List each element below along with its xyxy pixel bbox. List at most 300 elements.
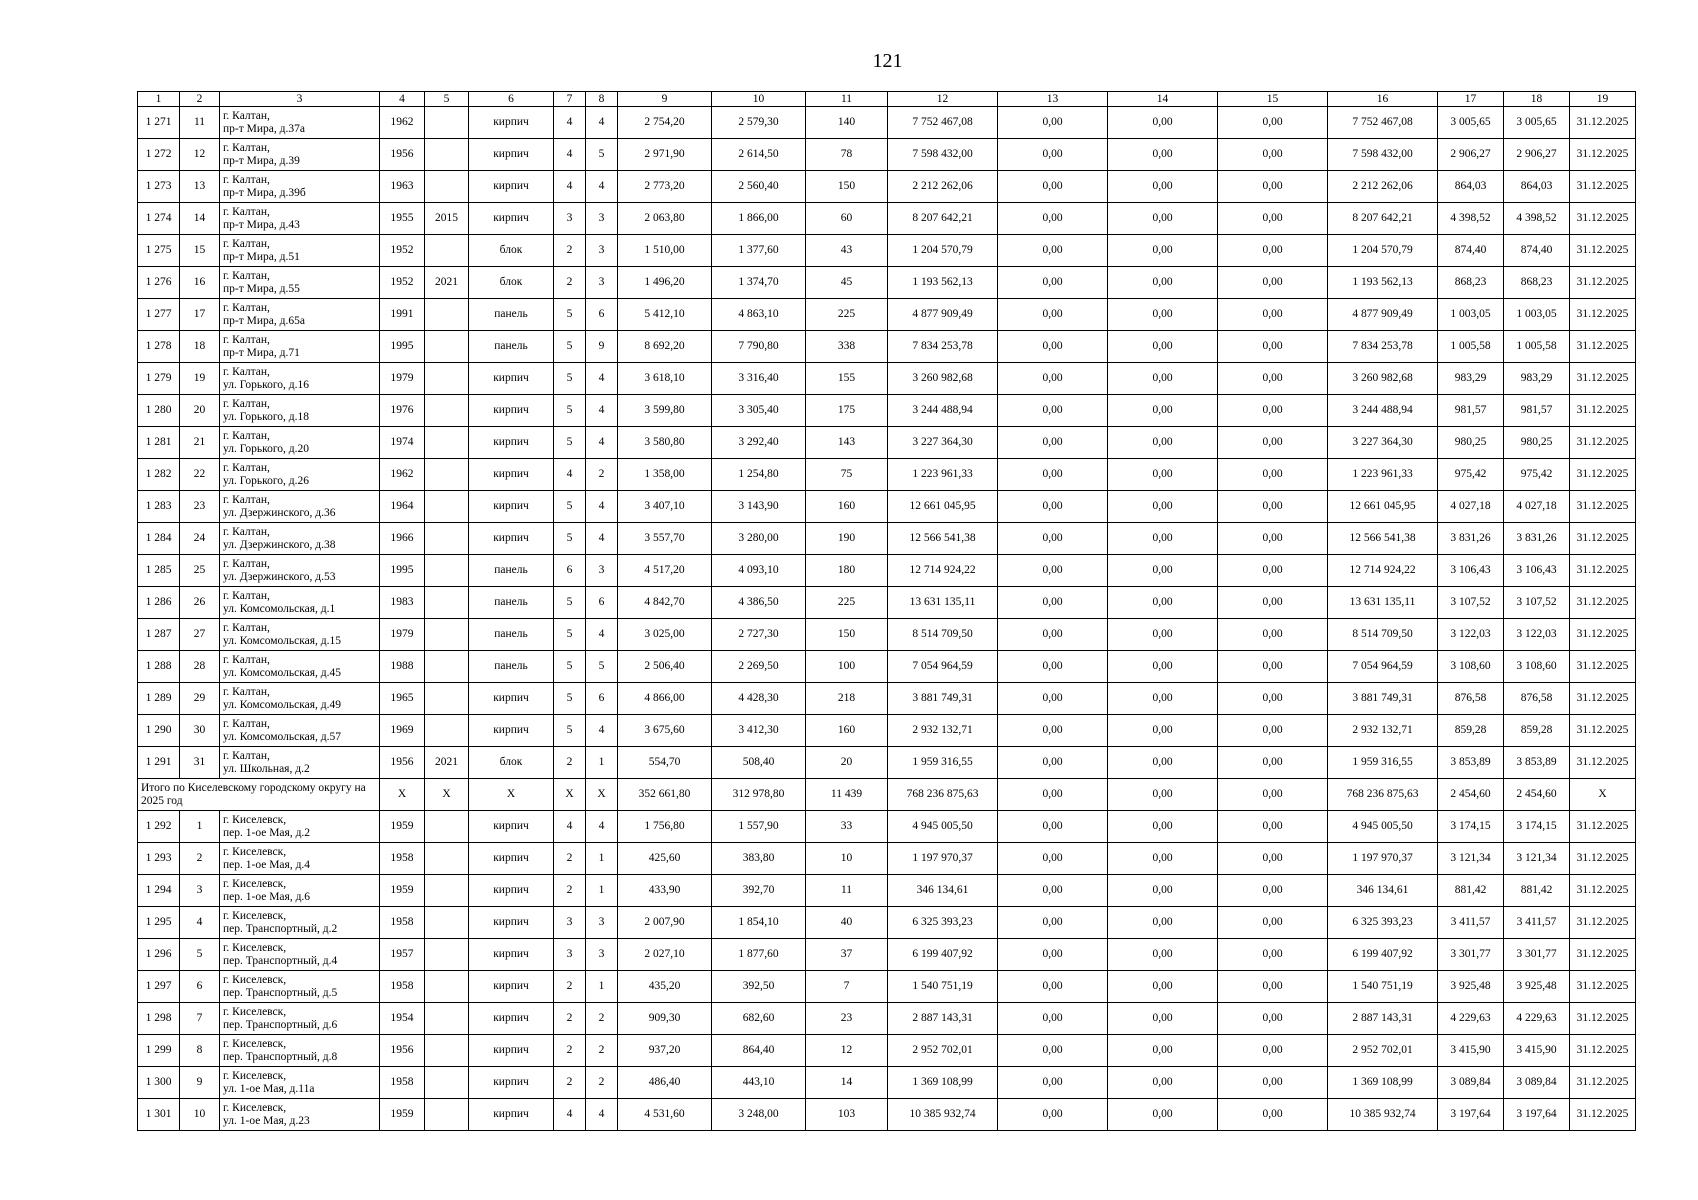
total-area-cell: 3 599,80 xyxy=(618,395,712,427)
cost-col16-cell: 1 204 570,79 xyxy=(1328,235,1438,267)
cost-col16-cell: 12 566 541,38 xyxy=(1328,523,1438,555)
entrances-cell: 3 xyxy=(586,203,618,235)
cost-col16-cell: 13 631 135,11 xyxy=(1328,587,1438,619)
total-area-cell: 486,40 xyxy=(618,1067,712,1099)
renovation-year-cell: 2021 xyxy=(425,747,469,779)
row-number-cell: 1 277 xyxy=(138,299,180,331)
cost-col16-cell: 346 134,61 xyxy=(1328,875,1438,907)
column-number-header: 7 xyxy=(554,92,586,107)
cost-col13-cell: 0,00 xyxy=(998,683,1108,715)
max-unit-cost-cell: 3 121,34 xyxy=(1504,843,1570,875)
cost-total-cell: 2 212 262,06 xyxy=(888,171,998,203)
cost-col14-cell: 0,00 xyxy=(1108,907,1218,939)
cost-total-cell: 2 887 143,31 xyxy=(888,1003,998,1035)
entrances-cell: 5 xyxy=(586,139,618,171)
address-city: г. Калтан, xyxy=(223,525,270,538)
total-area-cell: 4 866,00 xyxy=(618,683,712,715)
row-index-cell: 19 xyxy=(180,363,220,395)
cost-col13-cell: 0,00 xyxy=(998,491,1108,523)
address-city: г. Калтан, xyxy=(223,365,270,378)
unit-cost-cell: 3 108,60 xyxy=(1438,651,1504,683)
cost-col14-cell: 0,00 xyxy=(1108,747,1218,779)
cost-col15-cell: 0,00 xyxy=(1218,171,1328,203)
entrances-cell: 3 xyxy=(586,235,618,267)
address-cell xyxy=(220,1035,380,1067)
address-cell xyxy=(220,939,380,971)
address-cell xyxy=(220,587,380,619)
residents-cell: 140 xyxy=(806,107,888,139)
row-number-cell: 1 278 xyxy=(138,331,180,363)
wall-material-cell: кирпич xyxy=(469,427,554,459)
total-area-cell: 3 025,00 xyxy=(618,619,712,651)
living-area-cell: 1 254,80 xyxy=(712,459,806,491)
cost-total-cell: 7 598 432,00 xyxy=(888,139,998,171)
column-number-header: 2 xyxy=(180,92,220,107)
cost-col16-cell: 12 661 045,95 xyxy=(1328,491,1438,523)
renovation-year-cell xyxy=(425,1099,469,1131)
wall-material-cell: кирпич xyxy=(469,523,554,555)
cost-col15-cell: 0,00 xyxy=(1218,395,1328,427)
cost-col13-cell: 0,00 xyxy=(998,875,1108,907)
column-number-header: 17 xyxy=(1438,92,1504,107)
cost-col15-cell: 0,00 xyxy=(1218,299,1328,331)
floors-cell: 5 xyxy=(554,715,586,747)
residents-cell: 11 xyxy=(806,875,888,907)
cost-col15-cell: 0,00 xyxy=(1218,1099,1328,1131)
deadline-date-cell: 31.12.2025 xyxy=(1570,331,1636,363)
cost-total-cell: 7 834 253,78 xyxy=(888,331,998,363)
wall-material-cell: панель xyxy=(469,555,554,587)
unit-cost-cell: 1 005,58 xyxy=(1438,331,1504,363)
cost-total-cell: 2 932 132,71 xyxy=(888,715,998,747)
floors-cell: 4 xyxy=(554,459,586,491)
cost-col15-cell: 0,00 xyxy=(1218,619,1328,651)
address-cell xyxy=(220,971,380,1003)
table-row xyxy=(138,107,1636,139)
renovation-year-cell xyxy=(425,587,469,619)
cost-col15-cell: 0,00 xyxy=(1218,139,1328,171)
renovation-year-cell xyxy=(425,555,469,587)
unit-cost-cell: 4 027,18 xyxy=(1438,491,1504,523)
address-street: ул. Комсомольская, д.49 xyxy=(223,698,342,711)
address-cell xyxy=(220,907,380,939)
cost-total-cell: 8 207 642,21 xyxy=(888,203,998,235)
deadline-date-cell: 31.12.2025 xyxy=(1570,395,1636,427)
row-number-cell: 1 293 xyxy=(138,843,180,875)
build-year-cell: 1995 xyxy=(380,331,425,363)
cost-col16-cell: 7 598 432,00 xyxy=(1328,139,1438,171)
deadline-date-cell: 31.12.2025 xyxy=(1570,235,1636,267)
row-index-cell: 13 xyxy=(180,171,220,203)
renovation-year-cell xyxy=(425,651,469,683)
address-city: г. Киселевск, xyxy=(223,973,287,986)
deadline-date-cell: 31.12.2025 xyxy=(1570,875,1636,907)
cost-col13-cell: 0,00 xyxy=(998,555,1108,587)
entrances-cell: 1 xyxy=(586,971,618,1003)
table-row xyxy=(138,427,1636,459)
max-unit-cost-cell: 874,40 xyxy=(1504,235,1570,267)
unit-cost-cell: 1 003,05 xyxy=(1438,299,1504,331)
cost-col13-cell: 0,00 xyxy=(998,427,1108,459)
floors-cell: 5 xyxy=(554,523,586,555)
max-unit-cost-cell: 3 107,52 xyxy=(1504,587,1570,619)
deadline-date-cell: 31.12.2025 xyxy=(1570,747,1636,779)
floors-cell: 5 xyxy=(554,331,586,363)
living-area-cell: 383,80 xyxy=(712,843,806,875)
living-area-cell: 7 790,80 xyxy=(712,331,806,363)
cost-col16-cell: 8 514 709,50 xyxy=(1328,619,1438,651)
build-year-cell: 1959 xyxy=(380,811,425,843)
table-row xyxy=(138,907,1636,939)
residents-cell: 10 xyxy=(806,843,888,875)
entrances-cell: 5 xyxy=(586,651,618,683)
row-index-cell: 28 xyxy=(180,651,220,683)
cost-col16-cell: 6 199 407,92 xyxy=(1328,939,1438,971)
row-index-cell: 8 xyxy=(180,1035,220,1067)
living-area-cell: 1 866,00 xyxy=(712,203,806,235)
living-area-cell: 1 377,60 xyxy=(712,235,806,267)
cost-col16-cell: 1 197 970,37 xyxy=(1328,843,1438,875)
build-year-cell: 1952 xyxy=(380,235,425,267)
cost-col13-cell: 0,00 xyxy=(998,1067,1108,1099)
build-year-cell: 1976 xyxy=(380,395,425,427)
row-number-cell: 1 280 xyxy=(138,395,180,427)
unit-cost-cell: 3 831,26 xyxy=(1438,523,1504,555)
renovation-year-cell xyxy=(425,171,469,203)
entrances-cell: 4 xyxy=(586,363,618,395)
column-number-header: 6 xyxy=(469,92,554,107)
row-number-cell: 1 279 xyxy=(138,363,180,395)
total-area-cell: 1 510,00 xyxy=(618,235,712,267)
wall-material-cell: кирпич xyxy=(469,1067,554,1099)
max-unit-cost-cell: 3 005,65 xyxy=(1504,107,1570,139)
entrances-cell: 4 xyxy=(586,523,618,555)
address-street: ул. 1-ое Мая, д.11а xyxy=(223,1082,315,1095)
address-street: пр-т Мира, д.39 xyxy=(223,154,300,167)
living-area-cell: 1 557,90 xyxy=(712,811,806,843)
row-number-cell: 1 275 xyxy=(138,235,180,267)
row-number-cell: 1 281 xyxy=(138,427,180,459)
address-street: пр-т Мира, д.55 xyxy=(223,282,300,295)
cost-col16-cell: 2 952 702,01 xyxy=(1328,1035,1438,1067)
table-row xyxy=(138,235,1636,267)
table-row xyxy=(138,395,1636,427)
cost-col13-cell: 0,00 xyxy=(998,651,1108,683)
total-area-cell: 1 358,00 xyxy=(618,459,712,491)
renovation-year-cell xyxy=(425,683,469,715)
entrances-cell: 6 xyxy=(586,299,618,331)
cost-col14-cell: 0,00 xyxy=(1108,395,1218,427)
cost-col16-cell: 12 714 924,22 xyxy=(1328,555,1438,587)
address-cell xyxy=(220,1003,380,1035)
floors-cell: 2 xyxy=(554,1003,586,1035)
address-street: пер. Транспортный, д.5 xyxy=(223,986,338,999)
cost-col14-cell: 0,00 xyxy=(1108,363,1218,395)
deadline-date-cell: 31.12.2025 xyxy=(1570,427,1636,459)
cost-col14-cell: 0,00 xyxy=(1108,971,1218,1003)
cost-total-cell: 13 631 135,11 xyxy=(888,587,998,619)
entrances-cell: 3 xyxy=(586,267,618,299)
address-street: пер. Транспортный, д.8 xyxy=(223,1050,338,1063)
max-unit-cost-cell: 4 229,63 xyxy=(1504,1003,1570,1035)
max-unit-cost-cell: 3 415,90 xyxy=(1504,1035,1570,1067)
cost-col14-cell: 0,00 xyxy=(1108,683,1218,715)
residents-cell: 143 xyxy=(806,427,888,459)
row-number-cell: 1 292 xyxy=(138,811,180,843)
table-row xyxy=(138,1099,1636,1131)
address-cell xyxy=(220,715,380,747)
build-year-cell: 1959 xyxy=(380,875,425,907)
cost-col14-cell: 0,00 xyxy=(1108,491,1218,523)
row-index-cell: 21 xyxy=(180,427,220,459)
entrances-cell: 4 xyxy=(586,427,618,459)
max-unit-cost-cell: 981,57 xyxy=(1504,395,1570,427)
build-year-cell: X xyxy=(380,779,425,811)
cost-total-cell: 3 227 364,30 xyxy=(888,427,998,459)
cost-col15-cell: 0,00 xyxy=(1218,107,1328,139)
deadline-date-cell: 31.12.2025 xyxy=(1570,971,1636,1003)
unit-cost-cell: 868,23 xyxy=(1438,267,1504,299)
max-unit-cost-cell: 4 398,52 xyxy=(1504,203,1570,235)
cost-total-cell: 10 385 932,74 xyxy=(888,1099,998,1131)
address-street: пр-т Мира, д.65а xyxy=(223,314,305,327)
deadline-date-cell: 31.12.2025 xyxy=(1570,363,1636,395)
row-number-cell: 1 297 xyxy=(138,971,180,1003)
residents-cell: 338 xyxy=(806,331,888,363)
living-area-cell: 3 292,40 xyxy=(712,427,806,459)
max-unit-cost-cell: 3 301,77 xyxy=(1504,939,1570,971)
wall-material-cell: кирпич xyxy=(469,139,554,171)
cost-col14-cell: 0,00 xyxy=(1108,1003,1218,1035)
floors-cell: 4 xyxy=(554,171,586,203)
address-cell xyxy=(220,139,380,171)
deadline-date-cell: 31.12.2025 xyxy=(1570,1099,1636,1131)
address-city: г. Калтан, xyxy=(223,429,270,442)
unit-cost-cell: 2 454,60 xyxy=(1438,779,1504,811)
unit-cost-cell: 3 415,90 xyxy=(1438,1035,1504,1067)
floors-cell: 4 xyxy=(554,811,586,843)
deadline-date-cell: 31.12.2025 xyxy=(1570,811,1636,843)
cost-total-cell: 768 236 875,63 xyxy=(888,779,998,811)
row-index-cell: 4 xyxy=(180,907,220,939)
build-year-cell: 1962 xyxy=(380,107,425,139)
table-row xyxy=(138,875,1636,907)
living-area-cell: 1 374,70 xyxy=(712,267,806,299)
build-year-cell: 1959 xyxy=(380,1099,425,1131)
floors-cell: 2 xyxy=(554,747,586,779)
residents-cell: 7 xyxy=(806,971,888,1003)
wall-material-cell: кирпич xyxy=(469,459,554,491)
address-city: г. Калтан, xyxy=(223,141,270,154)
cost-col16-cell: 7 054 964,59 xyxy=(1328,651,1438,683)
wall-material-cell: панель xyxy=(469,651,554,683)
residents-cell: 40 xyxy=(806,907,888,939)
cost-col15-cell: 0,00 xyxy=(1218,971,1328,1003)
total-area-cell: 433,90 xyxy=(618,875,712,907)
total-area-cell: 425,60 xyxy=(618,843,712,875)
renovation-year-cell xyxy=(425,811,469,843)
address-street: пер. Транспортный, д.2 xyxy=(223,922,338,935)
table-row xyxy=(138,139,1636,171)
row-index-cell: 10 xyxy=(180,1099,220,1131)
max-unit-cost-cell: 3 197,64 xyxy=(1504,1099,1570,1131)
build-year-cell: 1974 xyxy=(380,427,425,459)
deadline-date-cell: 31.12.2025 xyxy=(1570,587,1636,619)
cost-total-cell: 1 193 562,13 xyxy=(888,267,998,299)
cost-col13-cell: 0,00 xyxy=(998,1035,1108,1067)
entrances-cell: 2 xyxy=(586,1067,618,1099)
renovation-year-cell xyxy=(425,459,469,491)
address-cell xyxy=(220,491,380,523)
build-year-cell: 1954 xyxy=(380,1003,425,1035)
entrances-cell: 4 xyxy=(586,395,618,427)
table-row xyxy=(138,299,1636,331)
row-index-cell: 9 xyxy=(180,1067,220,1099)
unit-cost-cell: 3 005,65 xyxy=(1438,107,1504,139)
address-street: ул. Школьная, д.2 xyxy=(223,762,310,775)
max-unit-cost-cell: 864,03 xyxy=(1504,171,1570,203)
address-city: г. Калтан, xyxy=(223,749,270,762)
total-area-cell: 4 531,60 xyxy=(618,1099,712,1131)
renovation-year-cell xyxy=(425,107,469,139)
total-label-cell: Итого по Киселевскому городскому округу на 2025 год xyxy=(138,779,380,811)
address-city: г. Калтан, xyxy=(223,557,270,570)
cost-col13-cell: 0,00 xyxy=(998,747,1108,779)
floors-cell: 5 xyxy=(554,363,586,395)
wall-material-cell: кирпич xyxy=(469,683,554,715)
wall-material-cell: кирпич xyxy=(469,875,554,907)
build-year-cell: 1965 xyxy=(380,683,425,715)
floors-cell: 2 xyxy=(554,875,586,907)
wall-material-cell: X xyxy=(469,779,554,811)
entrances-cell: 4 xyxy=(586,491,618,523)
address-city: г. Киселевск, xyxy=(223,909,287,922)
cost-col15-cell: 0,00 xyxy=(1218,427,1328,459)
cost-col14-cell: 0,00 xyxy=(1108,139,1218,171)
total-area-cell: 3 407,10 xyxy=(618,491,712,523)
row-index-cell: 22 xyxy=(180,459,220,491)
residents-cell: 45 xyxy=(806,267,888,299)
wall-material-cell: кирпич xyxy=(469,107,554,139)
living-area-cell: 2 269,50 xyxy=(712,651,806,683)
floors-cell: 5 xyxy=(554,299,586,331)
renovation-year-cell xyxy=(425,875,469,907)
renovation-year-cell xyxy=(425,139,469,171)
address-street: пр-т Мира, д.71 xyxy=(223,346,300,359)
row-number-cell: 1 299 xyxy=(138,1035,180,1067)
address-cell xyxy=(220,1067,380,1099)
address-cell xyxy=(220,811,380,843)
unit-cost-cell: 3 106,43 xyxy=(1438,555,1504,587)
address-street: пр-т Мира, д.39б xyxy=(223,186,306,199)
renovation-year-cell xyxy=(425,491,469,523)
renovation-year-cell xyxy=(425,523,469,555)
row-index-cell: 27 xyxy=(180,619,220,651)
max-unit-cost-cell: 983,29 xyxy=(1504,363,1570,395)
cost-col16-cell: 2 932 132,71 xyxy=(1328,715,1438,747)
living-area-cell: 2 727,30 xyxy=(712,619,806,651)
row-number-cell: 1 276 xyxy=(138,267,180,299)
table-row xyxy=(138,331,1636,363)
row-number-cell: 1 287 xyxy=(138,619,180,651)
floors-cell: 5 xyxy=(554,683,586,715)
wall-material-cell: кирпич xyxy=(469,811,554,843)
entrances-cell: 2 xyxy=(586,459,618,491)
row-number-cell: 1 289 xyxy=(138,683,180,715)
cost-col14-cell: 0,00 xyxy=(1108,939,1218,971)
build-year-cell: 1958 xyxy=(380,843,425,875)
address-cell xyxy=(220,171,380,203)
build-year-cell: 1964 xyxy=(380,491,425,523)
cost-col14-cell: 0,00 xyxy=(1108,843,1218,875)
deadline-date-cell: 31.12.2025 xyxy=(1570,715,1636,747)
build-year-cell: 1995 xyxy=(380,555,425,587)
table-row xyxy=(138,267,1636,299)
address-cell xyxy=(220,523,380,555)
table-row xyxy=(138,491,1636,523)
cost-col16-cell: 8 207 642,21 xyxy=(1328,203,1438,235)
floors-cell: 5 xyxy=(554,587,586,619)
build-year-cell: 1957 xyxy=(380,939,425,971)
residents-cell: 60 xyxy=(806,203,888,235)
deadline-date-cell: 31.12.2025 xyxy=(1570,907,1636,939)
cost-total-cell: 7 054 964,59 xyxy=(888,651,998,683)
cost-col15-cell: 0,00 xyxy=(1218,651,1328,683)
address-city: г. Калтан, xyxy=(223,173,270,186)
renovation-year-cell: 2021 xyxy=(425,267,469,299)
deadline-date-cell: 31.12.2025 xyxy=(1570,267,1636,299)
total-area-cell: 2 506,40 xyxy=(618,651,712,683)
cost-col14-cell: 0,00 xyxy=(1108,811,1218,843)
build-year-cell: 1958 xyxy=(380,971,425,1003)
residents-cell: 150 xyxy=(806,619,888,651)
row-number-cell: 1 284 xyxy=(138,523,180,555)
wall-material-cell: кирпич xyxy=(469,1099,554,1131)
wall-material-cell: панель xyxy=(469,331,554,363)
address-city: г. Киселевск, xyxy=(223,877,287,890)
cost-col16-cell: 3 881 749,31 xyxy=(1328,683,1438,715)
entrances-cell: 9 xyxy=(586,331,618,363)
column-number-header: 8 xyxy=(586,92,618,107)
address-cell xyxy=(220,299,380,331)
cost-col16-cell: 2 212 262,06 xyxy=(1328,171,1438,203)
living-area-cell: 682,60 xyxy=(712,1003,806,1035)
row-number-cell: 1 282 xyxy=(138,459,180,491)
unit-cost-cell: 981,57 xyxy=(1438,395,1504,427)
build-year-cell: 1956 xyxy=(380,747,425,779)
floors-cell: 5 xyxy=(554,619,586,651)
total-area-cell: 2 754,20 xyxy=(618,107,712,139)
address-cell xyxy=(220,459,380,491)
table-row xyxy=(138,619,1636,651)
living-area-cell: 1 877,60 xyxy=(712,939,806,971)
living-area-cell: 312 978,80 xyxy=(712,779,806,811)
wall-material-cell: кирпич xyxy=(469,1035,554,1067)
entrances-cell: 3 xyxy=(586,939,618,971)
wall-material-cell: кирпич xyxy=(469,491,554,523)
cost-col13-cell: 0,00 xyxy=(998,171,1108,203)
entrances-cell: 4 xyxy=(586,715,618,747)
column-number-header: 11 xyxy=(806,92,888,107)
address-cell xyxy=(220,875,380,907)
max-unit-cost-cell: 3 108,60 xyxy=(1504,651,1570,683)
max-unit-cost-cell: 1 005,58 xyxy=(1504,331,1570,363)
renovation-year-cell xyxy=(425,1067,469,1099)
residents-cell: 20 xyxy=(806,747,888,779)
floors-cell: 4 xyxy=(554,139,586,171)
residents-cell: 12 xyxy=(806,1035,888,1067)
cost-col16-cell: 6 325 393,23 xyxy=(1328,907,1438,939)
